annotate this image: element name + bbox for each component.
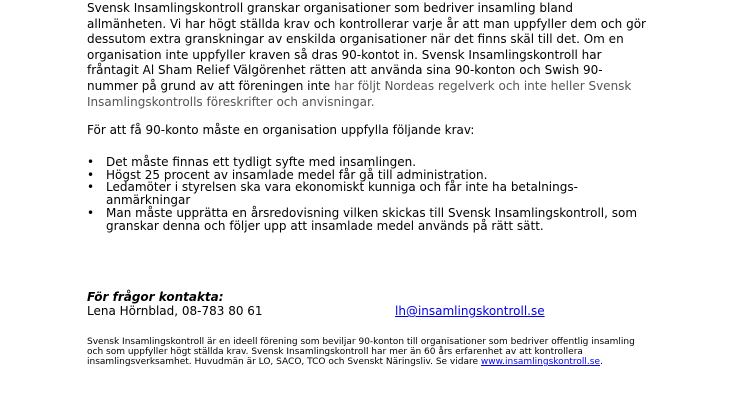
intro-gray-text: har följt Nordeas regelverk och inte heller Svensk Insamlingskontrolls föreskrifter och anvisningar. — [87, 78, 632, 109]
list-item-text: Ledamöter i styrelsen ska vara ekonomiskt kunniga och får inte ha betalnings-anmärkningar — [106, 180, 578, 208]
list-item — [87, 207, 647, 232]
bullet-icon: • — [87, 205, 95, 220]
bullet-icon: • — [87, 180, 95, 195]
bullet-icon: • — [87, 167, 95, 182]
intro-paragraph — [87, 1, 647, 110]
bullet-icon: • — [87, 155, 95, 169]
requirements-intro: För att få 90-konto måste en organisation uppfylla följande krav: — [87, 123, 475, 137]
requirements-list — [87, 156, 647, 232]
contact-heading: För frågor kontakta: — [87, 290, 224, 304]
list-item — [87, 181, 647, 206]
footer-text — [87, 337, 647, 367]
footer-body: Svensk Insamlingskontroll är en ideell förening som beviljar 90-konton till organisationer som bedriver offentlig insamling och som uppfyller högt ställda krav. Svensk Insamlingskontroll har mer än 60 års erfarenhet av att kontrollera insamlingsverksamhet. Huvudmän är LO, SACO, TCO och Svenskt Näringsliv. Se vidare — [87, 337, 635, 367]
list-item-text: Det måste finnas ett tydligt syfte med insamlingen. — [106, 155, 417, 169]
footer-trailing: . — [600, 357, 603, 367]
contact-name-phone: Lena Hörnblad, 08-783 80 61 — [87, 304, 263, 318]
website-link[interactable]: www.insamlingskontroll.se — [480, 357, 601, 367]
list-item-text: Man måste upprätta en årsredovisning vilken skickas till Svensk Insamlingskontroll, som granskar denna och följer upp att insamlade medel används på rätt sätt. — [106, 205, 638, 233]
list-item-text: Högst 25 procent av insamlade medel får gå till administration. — [106, 167, 488, 182]
contact-email-link[interactable]: lh@insamlingskontroll.se — [395, 304, 545, 318]
intro-main-text: Svensk Insamlingskontroll granskar organisationer som bedriver insamling bland allmänheten. Vi har högt ställda krav och kontrollerar varje år att man uppfyller dem och gör dessutom extra granskningar av enskilda organisationer när det finns skäl till det. Om en organisation inte uppfyller kraven så dras 90-kontot in. Svensk Insamlingskontroll har fråntagit Al Sham Relief Välgörenhet rätten att använda sina 90-konton och Swish 90-nummer på grund av att föreningen inte — [87, 1, 646, 93]
